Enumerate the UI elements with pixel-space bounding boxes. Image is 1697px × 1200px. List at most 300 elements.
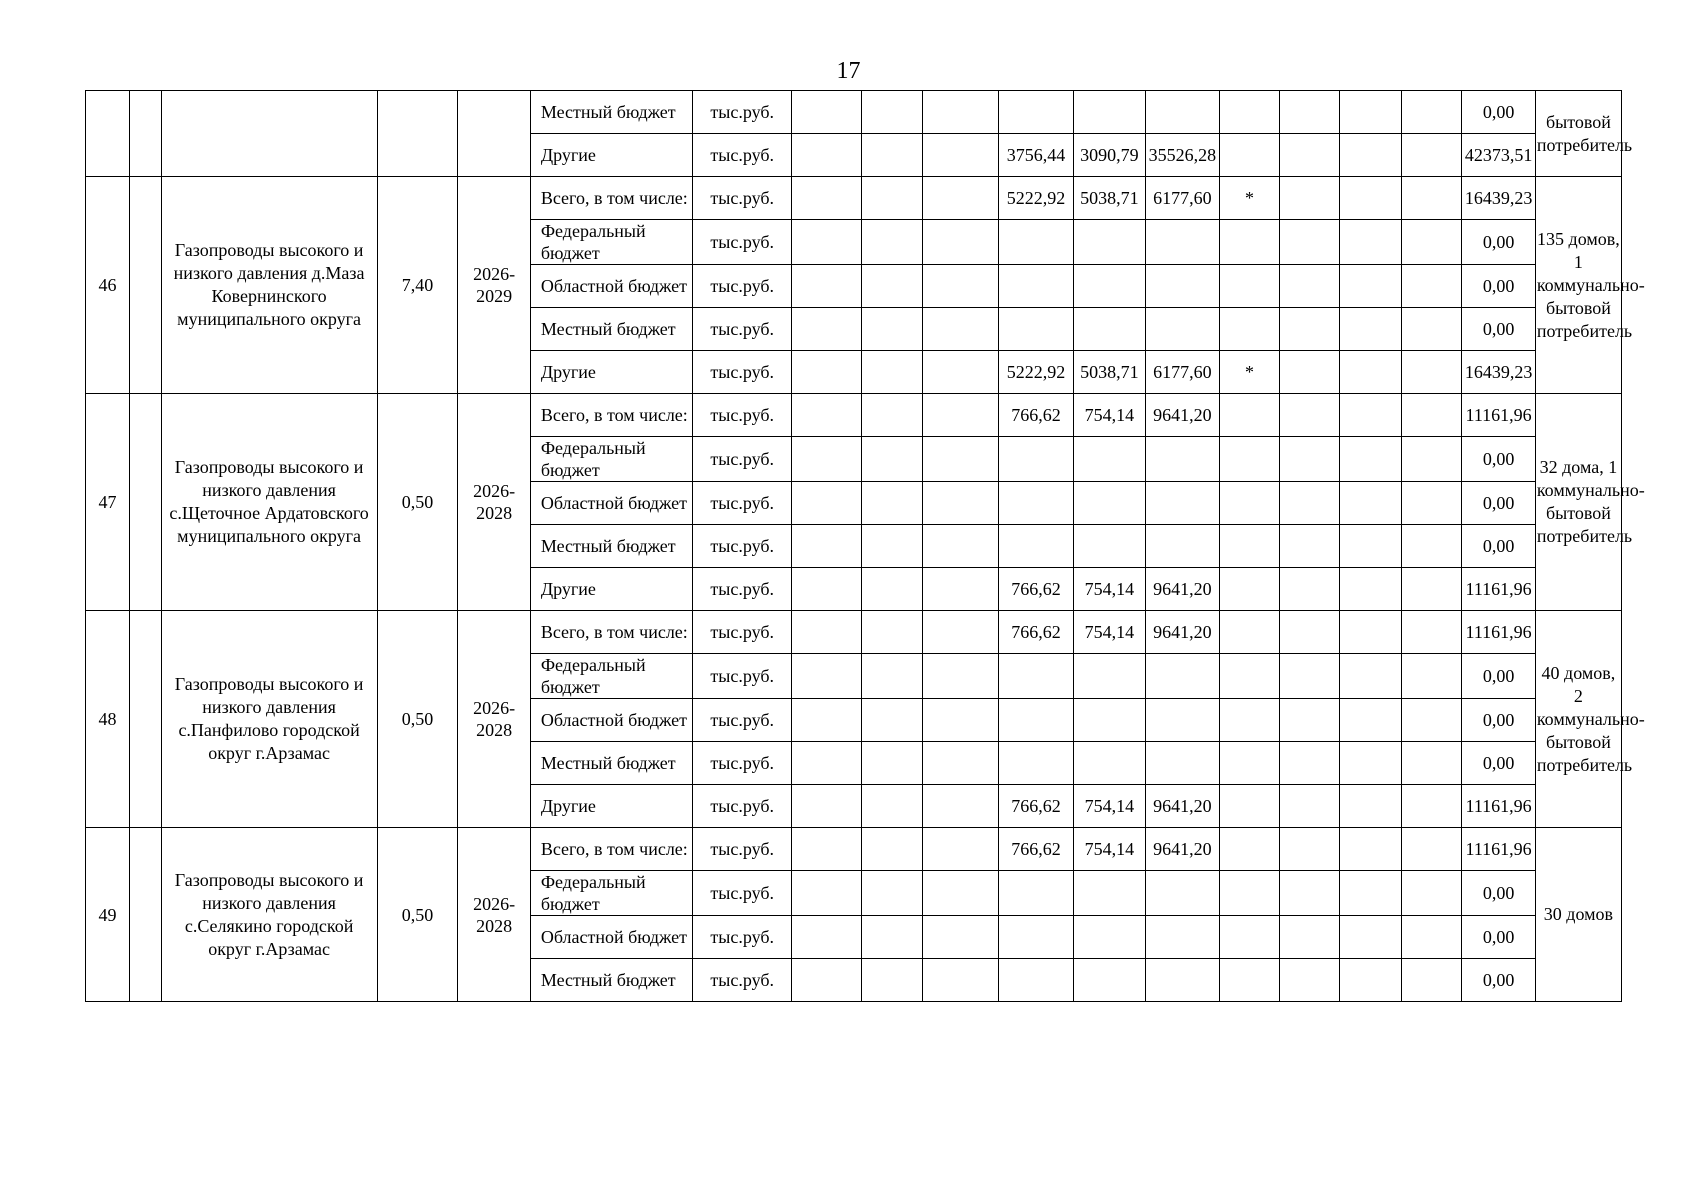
table-row xyxy=(86,611,1622,654)
value-cell xyxy=(862,134,923,177)
value-cell xyxy=(1339,785,1401,828)
value-cell xyxy=(1401,611,1462,654)
value-cell xyxy=(1401,916,1462,959)
units-cell: тыс.руб. xyxy=(693,482,792,525)
value-cell: 754,14 xyxy=(1074,568,1145,611)
value-cell xyxy=(1279,568,1339,611)
value-cell: 5222,92 xyxy=(998,177,1074,220)
value-cell xyxy=(923,177,999,220)
value-cell xyxy=(1220,871,1280,916)
value-cell xyxy=(923,959,999,1002)
total-cell: 0,00 xyxy=(1462,308,1535,351)
table-row xyxy=(86,828,1622,871)
units-cell: тыс.руб. xyxy=(693,394,792,437)
total-cell: 42373,51 xyxy=(1462,134,1535,177)
value-cell xyxy=(998,871,1074,916)
value-cell xyxy=(862,699,923,742)
value-cell: 9641,20 xyxy=(1145,568,1219,611)
value-cell: 35526,28 xyxy=(1145,134,1219,177)
value-cell xyxy=(792,437,862,482)
project-name-cell: Газопроводы высокого и низкого давления с.Щеточное Ардатовского муниципального округа xyxy=(161,394,377,611)
value-cell xyxy=(862,871,923,916)
value-cell xyxy=(1279,394,1339,437)
value-cell xyxy=(1220,525,1280,568)
total-cell: 0,00 xyxy=(1462,654,1535,699)
value-cell xyxy=(1401,568,1462,611)
project-number-cell xyxy=(86,91,130,177)
value-cell xyxy=(1339,482,1401,525)
value-cell xyxy=(862,525,923,568)
value-cell xyxy=(1074,220,1145,265)
value-cell xyxy=(862,742,923,785)
value-cell xyxy=(998,654,1074,699)
total-cell: 0,00 xyxy=(1462,871,1535,916)
value-cell xyxy=(1401,654,1462,699)
units-cell: тыс.руб. xyxy=(693,654,792,699)
funding-source-cell: Всего, в том числе: xyxy=(530,177,693,220)
value-cell xyxy=(1074,265,1145,308)
value-cell xyxy=(1220,482,1280,525)
table-row xyxy=(86,177,1622,220)
value-cell xyxy=(1145,742,1219,785)
value-cell xyxy=(792,308,862,351)
value-cell xyxy=(792,177,862,220)
value-cell xyxy=(1401,742,1462,785)
value-cell xyxy=(1401,351,1462,394)
units-cell: тыс.руб. xyxy=(693,351,792,394)
value-cell: * xyxy=(1220,177,1280,220)
value-cell xyxy=(862,91,923,134)
value-cell xyxy=(1339,959,1401,1002)
value-cell xyxy=(1145,308,1219,351)
value-cell xyxy=(862,611,923,654)
value-cell xyxy=(1220,91,1280,134)
value-cell xyxy=(862,785,923,828)
total-cell: 0,00 xyxy=(1462,265,1535,308)
value-cell xyxy=(1339,742,1401,785)
value-cell xyxy=(792,351,862,394)
value-cell: 754,14 xyxy=(1074,828,1145,871)
result-cell: 32 дома, 1 коммунально-бытовой потребитель xyxy=(1535,394,1621,611)
value-cell xyxy=(1401,134,1462,177)
funding-source-cell: Местный бюджет xyxy=(530,742,693,785)
value-cell xyxy=(1145,916,1219,959)
value-cell xyxy=(923,91,999,134)
project-period-cell: 2026-2029 xyxy=(458,177,530,394)
project-name-cell: Газопроводы высокого и низкого давления с.Селякино городской округ г.Арзамас xyxy=(161,828,377,1002)
value-cell: 766,62 xyxy=(998,568,1074,611)
value-cell xyxy=(1401,959,1462,1002)
units-cell: тыс.руб. xyxy=(693,828,792,871)
table-row xyxy=(86,394,1622,437)
funding-source-cell: Другие xyxy=(530,134,693,177)
value-cell: 3090,79 xyxy=(1074,134,1145,177)
value-cell xyxy=(998,437,1074,482)
total-cell: 0,00 xyxy=(1462,437,1535,482)
funding-source-cell: Областной бюджет xyxy=(530,482,693,525)
value-cell xyxy=(998,742,1074,785)
units-cell: тыс.руб. xyxy=(693,568,792,611)
value-cell xyxy=(1401,828,1462,871)
value-cell xyxy=(998,916,1074,959)
value-cell xyxy=(1401,699,1462,742)
value-cell xyxy=(1279,828,1339,871)
funding-source-cell: Местный бюджет xyxy=(530,91,693,134)
value-cell xyxy=(1074,437,1145,482)
value-cell xyxy=(1145,699,1219,742)
value-cell xyxy=(1145,525,1219,568)
value-cell xyxy=(1220,959,1280,1002)
value-cell xyxy=(1279,308,1339,351)
value-cell xyxy=(998,525,1074,568)
value-cell xyxy=(923,308,999,351)
units-cell: тыс.руб. xyxy=(693,916,792,959)
total-cell: 11161,96 xyxy=(1462,785,1535,828)
table-row xyxy=(86,91,1622,134)
value-cell xyxy=(1279,91,1339,134)
value-cell xyxy=(1279,525,1339,568)
project-name-cell: Газопроводы высокого и низкого давления д.Маза Ковернинского муниципального округа xyxy=(161,177,377,394)
result-cell: 30 домов xyxy=(1535,828,1621,1002)
project-period-cell xyxy=(458,91,530,177)
funding-source-cell: Федеральный бюджет xyxy=(530,654,693,699)
value-cell xyxy=(1401,525,1462,568)
value-cell: 754,14 xyxy=(1074,785,1145,828)
value-cell xyxy=(792,828,862,871)
value-cell xyxy=(1339,916,1401,959)
value-cell xyxy=(1220,134,1280,177)
value-cell xyxy=(1401,91,1462,134)
value-cell xyxy=(1339,699,1401,742)
value-cell xyxy=(1339,654,1401,699)
total-cell: 0,00 xyxy=(1462,482,1535,525)
project-period-cell: 2026-2028 xyxy=(458,611,530,828)
value-cell xyxy=(1279,654,1339,699)
value-cell xyxy=(1145,91,1219,134)
units-cell: тыс.руб. xyxy=(693,308,792,351)
value-cell xyxy=(1220,568,1280,611)
value-cell xyxy=(1074,916,1145,959)
page-number: 17 xyxy=(836,58,861,84)
value-cell xyxy=(998,959,1074,1002)
value-cell xyxy=(1279,351,1339,394)
value-cell xyxy=(1339,177,1401,220)
value-cell: 5038,71 xyxy=(1074,177,1145,220)
value-cell xyxy=(1339,611,1401,654)
project-name-cell: Газопроводы высокого и низкого давления с.Панфилово городской округ г.Арзамас xyxy=(161,611,377,828)
value-cell xyxy=(1074,654,1145,699)
value-cell xyxy=(862,916,923,959)
total-cell: 0,00 xyxy=(1462,742,1535,785)
value-cell xyxy=(1339,351,1401,394)
value-cell xyxy=(1220,654,1280,699)
value-cell xyxy=(1145,654,1219,699)
result-cell: бытовой потребитель xyxy=(1535,91,1621,177)
total-cell: 0,00 xyxy=(1462,959,1535,1002)
value-cell xyxy=(1074,525,1145,568)
units-cell: тыс.руб. xyxy=(693,785,792,828)
total-cell: 16439,23 xyxy=(1462,351,1535,394)
value-cell xyxy=(1074,482,1145,525)
total-cell: 11161,96 xyxy=(1462,828,1535,871)
empty-cell xyxy=(130,611,161,828)
value-cell xyxy=(1145,959,1219,1002)
value-cell xyxy=(1339,134,1401,177)
result-cell: 135 домов, 1 коммунально-бытовой потребитель xyxy=(1535,177,1621,394)
value-cell xyxy=(792,916,862,959)
value-cell xyxy=(792,742,862,785)
value-cell xyxy=(1339,265,1401,308)
value-cell xyxy=(998,482,1074,525)
value-cell xyxy=(1401,265,1462,308)
units-cell: тыс.руб. xyxy=(693,871,792,916)
funding-source-cell: Другие xyxy=(530,351,693,394)
value-cell xyxy=(998,308,1074,351)
value-cell xyxy=(1074,308,1145,351)
total-cell: 0,00 xyxy=(1462,916,1535,959)
total-cell: 11161,96 xyxy=(1462,611,1535,654)
project-length-cell: 0,50 xyxy=(377,828,458,1002)
value-cell xyxy=(1279,220,1339,265)
value-cell xyxy=(1074,959,1145,1002)
value-cell xyxy=(1279,611,1339,654)
value-cell xyxy=(1339,525,1401,568)
value-cell xyxy=(1074,699,1145,742)
value-cell xyxy=(1145,265,1219,308)
value-cell xyxy=(1074,91,1145,134)
value-cell: 754,14 xyxy=(1074,611,1145,654)
value-cell xyxy=(792,220,862,265)
funding-source-cell: Другие xyxy=(530,785,693,828)
units-cell: тыс.руб. xyxy=(693,699,792,742)
units-cell: тыс.руб. xyxy=(693,611,792,654)
value-cell xyxy=(1279,177,1339,220)
total-cell: 16439,23 xyxy=(1462,177,1535,220)
value-cell xyxy=(1220,611,1280,654)
value-cell xyxy=(1145,871,1219,916)
value-cell xyxy=(923,220,999,265)
value-cell: 766,62 xyxy=(998,611,1074,654)
value-cell xyxy=(1279,742,1339,785)
total-cell: 0,00 xyxy=(1462,525,1535,568)
value-cell xyxy=(862,265,923,308)
project-name-cell xyxy=(161,91,377,177)
funding-source-cell: Всего, в том числе: xyxy=(530,828,693,871)
value-cell xyxy=(923,871,999,916)
value-cell xyxy=(792,785,862,828)
value-cell xyxy=(1220,265,1280,308)
value-cell xyxy=(792,482,862,525)
value-cell xyxy=(923,611,999,654)
value-cell xyxy=(792,265,862,308)
value-cell xyxy=(1339,220,1401,265)
value-cell xyxy=(923,916,999,959)
value-cell xyxy=(923,351,999,394)
value-cell: 766,62 xyxy=(998,394,1074,437)
units-cell: тыс.руб. xyxy=(693,525,792,568)
value-cell xyxy=(792,91,862,134)
value-cell xyxy=(862,437,923,482)
units-cell: тыс.руб. xyxy=(693,220,792,265)
empty-cell xyxy=(130,828,161,1002)
empty-cell xyxy=(130,394,161,611)
value-cell xyxy=(862,351,923,394)
value-cell xyxy=(792,654,862,699)
result-cell: 40 домов, 2 коммунально-бытовой потребитель xyxy=(1535,611,1621,828)
value-cell xyxy=(1279,871,1339,916)
value-cell xyxy=(1220,394,1280,437)
value-cell xyxy=(1220,742,1280,785)
funding-source-cell: Местный бюджет xyxy=(530,959,693,1002)
value-cell xyxy=(1401,785,1462,828)
value-cell xyxy=(862,959,923,1002)
value-cell xyxy=(1279,134,1339,177)
value-cell xyxy=(923,394,999,437)
value-cell xyxy=(862,308,923,351)
funding-source-cell: Областной бюджет xyxy=(530,916,693,959)
value-cell xyxy=(998,220,1074,265)
value-cell xyxy=(862,177,923,220)
funding-source-cell: Федеральный бюджет xyxy=(530,437,693,482)
value-cell xyxy=(923,828,999,871)
value-cell xyxy=(1401,220,1462,265)
value-cell xyxy=(1220,828,1280,871)
value-cell xyxy=(1145,220,1219,265)
total-cell: 0,00 xyxy=(1462,91,1535,134)
project-number-cell: 48 xyxy=(86,611,130,828)
value-cell xyxy=(923,699,999,742)
value-cell: 3756,44 xyxy=(998,134,1074,177)
value-cell xyxy=(792,959,862,1002)
value-cell xyxy=(1074,742,1145,785)
total-cell: 11161,96 xyxy=(1462,394,1535,437)
value-cell xyxy=(1339,871,1401,916)
value-cell xyxy=(1220,220,1280,265)
value-cell xyxy=(792,699,862,742)
value-cell xyxy=(998,265,1074,308)
value-cell xyxy=(1220,785,1280,828)
value-cell: * xyxy=(1220,351,1280,394)
project-period-cell: 2026-2028 xyxy=(458,394,530,611)
value-cell xyxy=(998,91,1074,134)
funding-source-cell: Федеральный бюджет xyxy=(530,871,693,916)
value-cell xyxy=(862,482,923,525)
value-cell: 766,62 xyxy=(998,828,1074,871)
value-cell xyxy=(862,394,923,437)
value-cell: 5038,71 xyxy=(1074,351,1145,394)
value-cell xyxy=(1401,871,1462,916)
value-cell xyxy=(923,785,999,828)
project-length-cell xyxy=(377,91,458,177)
value-cell xyxy=(1401,482,1462,525)
value-cell xyxy=(862,828,923,871)
value-cell xyxy=(1220,916,1280,959)
value-cell xyxy=(1220,437,1280,482)
value-cell xyxy=(1339,308,1401,351)
value-cell xyxy=(923,742,999,785)
funding-source-cell: Федеральный бюджет xyxy=(530,220,693,265)
value-cell xyxy=(923,437,999,482)
value-cell xyxy=(1279,959,1339,1002)
value-cell xyxy=(923,134,999,177)
value-cell: 6177,60 xyxy=(1145,177,1219,220)
value-cell xyxy=(792,871,862,916)
value-cell: 6177,60 xyxy=(1145,351,1219,394)
value-cell xyxy=(1339,568,1401,611)
value-cell: 9641,20 xyxy=(1145,394,1219,437)
value-cell xyxy=(862,220,923,265)
empty-cell xyxy=(130,91,161,177)
funding-source-cell: Областной бюджет xyxy=(530,699,693,742)
value-cell xyxy=(923,482,999,525)
value-cell: 9641,20 xyxy=(1145,611,1219,654)
value-cell xyxy=(1279,699,1339,742)
units-cell: тыс.руб. xyxy=(693,91,792,134)
funding-source-cell: Местный бюджет xyxy=(530,525,693,568)
funding-source-cell: Всего, в том числе: xyxy=(530,394,693,437)
units-cell: тыс.руб. xyxy=(693,134,792,177)
value-cell xyxy=(862,654,923,699)
value-cell xyxy=(1220,699,1280,742)
value-cell xyxy=(1339,91,1401,134)
value-cell: 9641,20 xyxy=(1145,828,1219,871)
value-cell: 5222,92 xyxy=(998,351,1074,394)
units-cell: тыс.руб. xyxy=(693,177,792,220)
total-cell: 0,00 xyxy=(1462,699,1535,742)
project-length-cell: 7,40 xyxy=(377,177,458,394)
project-number-cell: 47 xyxy=(86,394,130,611)
value-cell: 9641,20 xyxy=(1145,785,1219,828)
value-cell xyxy=(1339,394,1401,437)
value-cell xyxy=(1279,482,1339,525)
value-cell xyxy=(1401,177,1462,220)
value-cell xyxy=(792,134,862,177)
value-cell xyxy=(792,568,862,611)
units-cell: тыс.руб. xyxy=(693,437,792,482)
value-cell xyxy=(862,568,923,611)
value-cell xyxy=(998,699,1074,742)
value-cell xyxy=(923,525,999,568)
budget-table xyxy=(85,90,1645,1002)
funding-source-cell: Областной бюджет xyxy=(530,265,693,308)
value-cell: 754,14 xyxy=(1074,394,1145,437)
value-cell xyxy=(792,394,862,437)
value-cell xyxy=(792,525,862,568)
project-length-cell: 0,50 xyxy=(377,394,458,611)
project-number-cell: 46 xyxy=(86,177,130,394)
value-cell xyxy=(1401,394,1462,437)
project-length-cell: 0,50 xyxy=(377,611,458,828)
value-cell xyxy=(1401,308,1462,351)
value-cell xyxy=(1220,308,1280,351)
funding-source-cell: Всего, в том числе: xyxy=(530,611,693,654)
value-cell: 766,62 xyxy=(998,785,1074,828)
value-cell xyxy=(1279,785,1339,828)
value-cell xyxy=(923,654,999,699)
funding-source-cell: Местный бюджет xyxy=(530,308,693,351)
value-cell xyxy=(1279,265,1339,308)
units-cell: тыс.руб. xyxy=(693,959,792,1002)
project-period-cell: 2026-2028 xyxy=(458,828,530,1002)
project-number-cell: 49 xyxy=(86,828,130,1002)
value-cell xyxy=(1145,437,1219,482)
value-cell xyxy=(792,611,862,654)
value-cell xyxy=(1279,437,1339,482)
value-cell xyxy=(1279,916,1339,959)
value-cell xyxy=(923,265,999,308)
value-cell xyxy=(923,568,999,611)
empty-cell xyxy=(130,177,161,394)
